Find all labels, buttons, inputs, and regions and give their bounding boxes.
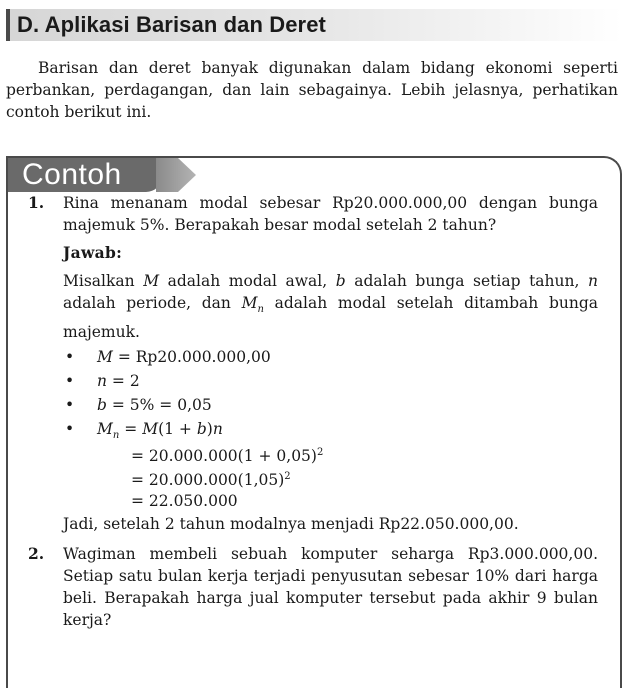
section-title: D. Aplikasi Barisan dan Deret [17, 12, 326, 37]
example-content [28, 192, 598, 631]
example-tab-arrow-icon [156, 158, 196, 192]
list-item: • M = Rp20.000.000,00 [63, 345, 598, 369]
list-item: • b = 5% = 0,05 [63, 393, 598, 417]
bullet-icon: • [65, 420, 75, 439]
problem-number: 2. [28, 544, 45, 564]
intro-paragraph [6, 57, 618, 123]
calc-step: = 22.050.000 [131, 492, 238, 511]
answer-explanation: Misalkan M adalah modal awal, b adalah bunga setiap tahun, n adalah periode, dan $M_n$ adalah modal setelah ditambah bunga majemuk. [63, 272, 598, 342]
problem-question: Rina menanam modal sebesar Rp20.000.000,00 dengan bunga majemuk 5%. Berapakah besar modal setelah 2 tahun? [63, 194, 598, 234]
answer-heading: Jawab: [63, 243, 123, 262]
example-tab [8, 158, 162, 192]
calc-step: = $20.000.000(1,05)^2$ [131, 471, 291, 490]
calc-step: = $20.000.000(1 + 0,05)^2$ [131, 447, 324, 466]
answer-conclusion: Jadi, setelah 2 tahun modalnya menjadi Rp22.050.000,00. [63, 515, 519, 534]
bullet-icon: • [65, 348, 75, 367]
bullet-icon: • [65, 372, 75, 391]
list-item: • n = 2 [63, 369, 598, 393]
problem-number: 1. [28, 193, 45, 212]
problem-question: Wagiman membeli sebuah komputer seharga Rp3.000.000,00. Setiap satu bulan kerja terjadi penyusutan sebesar 10% dari harga beli. Berapakah harga jual komputer tersebut pada akhir 9 bulan kerja? [63, 545, 598, 630]
bullet-icon: • [65, 396, 75, 415]
problem-1 [28, 192, 598, 535]
given-values-list [63, 345, 598, 441]
example-label: Contoh [22, 158, 122, 191]
intro-text: Barisan dan deret banyak digunakan dalam bidang ekonomi seperti perbankan, perdagangan, dan lain sebagainya. Lebih jelasnya, perhatikan contoh berikut ini. [6, 59, 618, 121]
list-item: • $M_n = M(1 + b)n$ [63, 417, 598, 441]
problem-2 [28, 543, 598, 631]
